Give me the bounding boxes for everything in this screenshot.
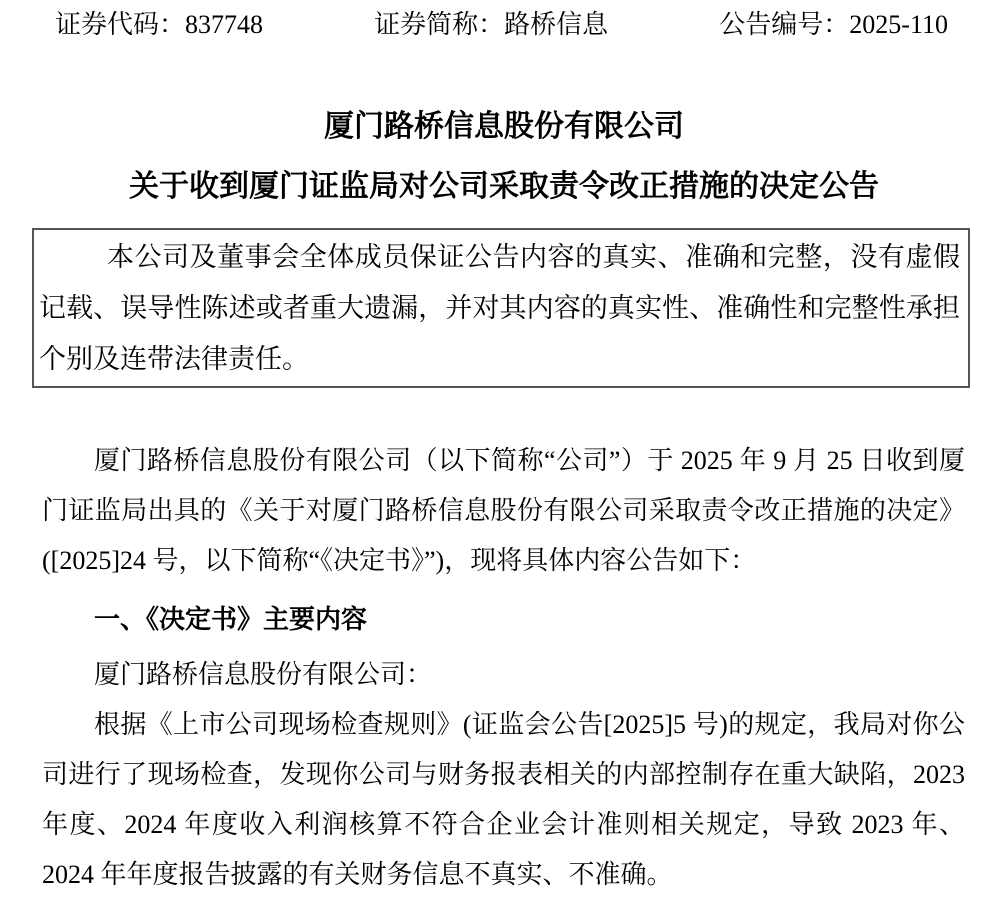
announcement-number-label: 公告编号： xyxy=(719,10,850,39)
intro-paragraph: 厦门路桥信息股份有限公司（以下简称“公司”）于 2025 年 9 月 25 日收到厦门证监局出具的《关于对厦门路桥信息股份有限公司采取责令改正措施的决定》([2025]24 号，以下简称“《决定书》”)，现将具体内容公告如下： xyxy=(42,446,965,575)
document-header xyxy=(55,7,948,43)
findings-paragraph: 根据《上市公司现场检查规则》(证监会公告[2025]5 号)的规定，我局对你公司进行了现场检查，发现你公司与财务报表相关的内部控制存在重大缺陷，2023 年度、2024 年度收入利润核算不符合企业会计准则相关规定，导致 2023 年、2024 年年度报告披露的有关财务信息不真实、不准确。 xyxy=(42,710,965,889)
announcement-page xyxy=(0,7,1008,904)
stock-name xyxy=(374,7,608,43)
section1-heading: 一、《决定书》主要内容 xyxy=(94,604,368,634)
stock-code-label: 证券代码： xyxy=(55,10,186,39)
statement-box xyxy=(32,228,970,388)
announcement-number-value: 2025-110 xyxy=(849,10,948,39)
company-title: 厦门路桥信息股份有限公司 xyxy=(324,110,684,143)
announcement-number xyxy=(719,7,948,43)
stock-code-value: 837748 xyxy=(185,10,264,39)
stock-name-label: 证券简称： xyxy=(374,10,505,39)
statement-text: 本公司及董事会全体成员保证公告内容的真实、准确和完整，没有虚假记载、误导性陈述或者重大遗漏，并对其内容的真实性、准确性和完整性承担个别及连带法律责任。 xyxy=(39,242,960,374)
stock-code xyxy=(55,7,263,43)
salutation-paragraph: 厦门路桥信息股份有限公司： xyxy=(94,660,433,689)
announcement-subject: 关于收到厦门证监局对公司采取责令改正措施的决定公告 xyxy=(129,170,879,203)
stock-name-value: 路桥信息 xyxy=(504,10,609,39)
